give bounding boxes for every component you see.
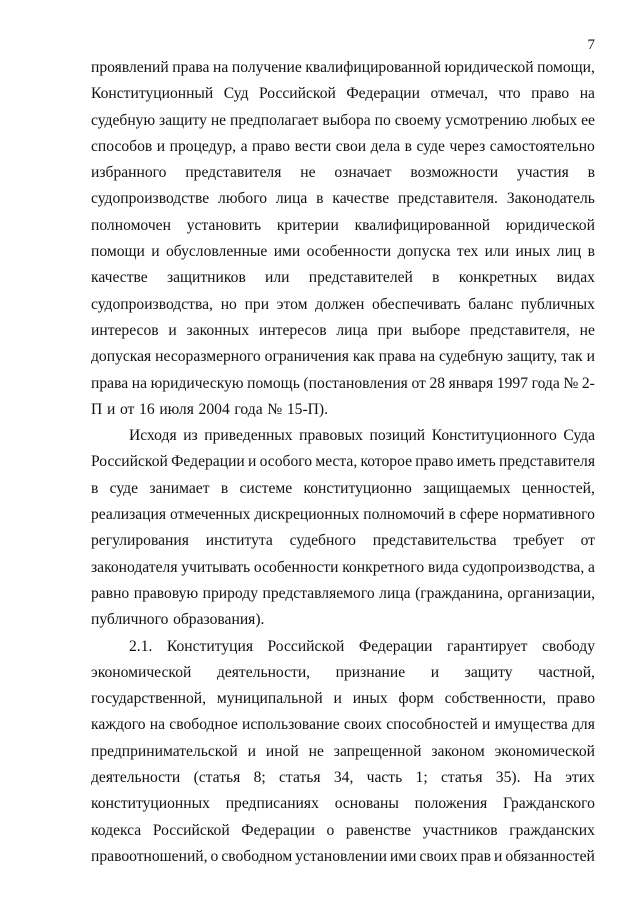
word: выборе xyxy=(411,321,461,339)
word: основаны xyxy=(334,795,399,813)
word: свободном xyxy=(221,847,293,865)
word: свои xyxy=(335,137,367,155)
word: правоотношений, xyxy=(91,847,208,865)
word: запрещенной xyxy=(333,742,422,760)
text-line xyxy=(91,712,595,738)
text-line xyxy=(91,844,595,870)
word: допуска xyxy=(397,243,451,261)
word: усмотрению xyxy=(445,111,528,129)
word: Федерации xyxy=(358,637,433,655)
word: места, xyxy=(315,453,358,471)
word: собственности, xyxy=(444,690,547,708)
word: положения xyxy=(414,795,488,813)
word: свободное xyxy=(169,716,238,734)
text-line xyxy=(91,423,595,449)
word: участников xyxy=(422,821,498,839)
word: отмеченных xyxy=(169,506,251,524)
word: юридическую xyxy=(150,374,244,392)
paragraph xyxy=(91,634,595,871)
word: получение xyxy=(231,59,302,76)
word: конкретных xyxy=(458,269,538,287)
word: избранного xyxy=(91,164,167,182)
word: процедур, xyxy=(169,137,237,155)
word: юридической xyxy=(505,216,595,234)
word: и xyxy=(333,690,342,708)
word: (постановления xyxy=(303,374,408,392)
word: от xyxy=(119,400,135,418)
word: дела xyxy=(370,137,401,155)
word: лица xyxy=(379,584,411,602)
word: и xyxy=(168,321,177,339)
text-line xyxy=(91,502,595,528)
word: на xyxy=(213,59,229,76)
word: иных xyxy=(515,243,551,261)
word: что xyxy=(498,85,521,103)
word: На xyxy=(533,769,552,787)
word: предполагает xyxy=(230,111,319,129)
word: на xyxy=(149,716,166,734)
word: особенности xyxy=(253,558,339,576)
word: квалифицированной xyxy=(354,216,491,234)
word: Конституционного xyxy=(431,427,557,445)
word: право xyxy=(531,85,570,103)
word: иных xyxy=(352,690,388,708)
word: участия xyxy=(516,164,569,182)
word: и xyxy=(430,663,440,681)
word: ее xyxy=(581,111,595,129)
word: из xyxy=(183,427,198,445)
word: означает xyxy=(334,164,392,182)
word: особого xyxy=(259,453,313,471)
word: организации, xyxy=(507,584,595,602)
word: П xyxy=(91,400,103,418)
word: при xyxy=(377,321,403,339)
word: Российской xyxy=(267,637,345,655)
word: право xyxy=(251,137,291,155)
word: не xyxy=(210,111,227,129)
text-line xyxy=(91,318,595,344)
word: защиту xyxy=(464,663,513,681)
word: вести xyxy=(294,137,332,155)
word: деятельности xyxy=(91,769,181,787)
text-line xyxy=(91,292,595,318)
word: статья xyxy=(279,769,321,787)
word: экономической xyxy=(494,742,595,760)
word: способностей xyxy=(386,716,478,734)
word: на xyxy=(579,85,595,103)
text-line xyxy=(91,371,595,397)
word: правовых xyxy=(299,427,363,445)
word: интересов xyxy=(258,321,327,339)
text-line xyxy=(91,555,595,581)
word: в xyxy=(220,479,229,497)
word: и xyxy=(586,348,595,366)
word: в xyxy=(91,479,99,497)
word: конституционных xyxy=(91,795,210,813)
word: законодателя xyxy=(91,558,178,576)
text-line xyxy=(91,213,595,239)
text-line xyxy=(91,265,595,291)
word: в xyxy=(316,190,324,208)
word: тех xyxy=(456,243,479,261)
word: Федерации xyxy=(171,453,245,471)
word: 15-П). xyxy=(286,400,328,418)
word: права xyxy=(378,348,416,366)
word: обязанностей xyxy=(505,847,595,865)
word: о xyxy=(210,847,219,865)
word: качестве xyxy=(332,190,390,208)
word: своих xyxy=(343,716,382,734)
word: как xyxy=(352,348,375,366)
word: от xyxy=(411,374,426,392)
word: 35). xyxy=(495,769,521,787)
word: право xyxy=(556,690,595,708)
word: любого xyxy=(218,190,268,208)
word: занимает xyxy=(149,479,210,497)
word: 34, xyxy=(333,769,354,787)
word: представителя xyxy=(498,453,595,471)
word: года xyxy=(531,374,560,392)
text-line xyxy=(91,791,595,817)
word: права xyxy=(91,374,129,392)
word: и xyxy=(247,742,256,760)
word: законом xyxy=(431,742,485,760)
word: этих xyxy=(565,769,595,787)
word: каждого xyxy=(91,716,146,734)
word: июля xyxy=(159,400,194,418)
word: 8; xyxy=(253,769,266,787)
word: нормативного xyxy=(502,506,595,524)
word: о xyxy=(326,821,335,839)
text-line xyxy=(91,818,595,844)
word: ими xyxy=(273,243,301,261)
word: иметь xyxy=(456,453,496,471)
word: выбора xyxy=(322,111,371,129)
word: природу xyxy=(202,584,259,602)
word: проявлений xyxy=(91,59,169,76)
word: представительства xyxy=(372,532,497,550)
word: помощь xyxy=(247,374,300,392)
word: защиту xyxy=(159,111,207,129)
word: и xyxy=(156,137,166,155)
word: любых xyxy=(531,111,578,129)
word: своих xyxy=(419,847,458,865)
word: судебную xyxy=(91,111,156,129)
word: представителя. xyxy=(398,190,498,208)
word: Федерации xyxy=(346,85,420,103)
text-line xyxy=(91,397,595,423)
word: правовую xyxy=(133,584,199,602)
word: Российской xyxy=(91,453,168,471)
word: публичных xyxy=(520,295,595,313)
word: прав xyxy=(460,847,492,865)
word: и xyxy=(494,847,503,865)
text-line xyxy=(91,607,595,633)
word: предпринимательской xyxy=(91,742,238,760)
word: при xyxy=(244,295,270,313)
word: использование xyxy=(241,716,340,734)
word: 28 xyxy=(429,374,446,392)
word: интересов xyxy=(91,321,159,339)
word: Конституционный xyxy=(91,85,214,103)
word: или xyxy=(265,269,290,287)
word: лиц xyxy=(556,243,582,261)
word: деятельности, xyxy=(216,663,311,681)
word: иной xyxy=(265,742,299,760)
word: допуская xyxy=(91,348,152,366)
word: конституционно xyxy=(303,479,412,497)
word: но xyxy=(220,295,237,313)
word: Российской xyxy=(259,85,336,103)
word: форм xyxy=(398,690,434,708)
word: государственной, xyxy=(91,690,207,708)
word: гражданских xyxy=(509,821,595,839)
word: вида xyxy=(427,558,459,576)
word: Законодатель xyxy=(506,190,595,208)
word: и xyxy=(482,716,491,734)
word: (гражданина, xyxy=(415,584,503,602)
word: права xyxy=(172,59,210,76)
word: защищаемых xyxy=(423,479,511,497)
word: судопроизводства, xyxy=(462,558,585,576)
word: предписаниях xyxy=(225,795,319,813)
word: квалифицированной xyxy=(305,59,441,76)
text-line xyxy=(91,686,595,712)
word: которое xyxy=(360,453,413,471)
word: статья xyxy=(440,769,483,787)
word: признание xyxy=(335,663,406,681)
word: января xyxy=(448,374,494,392)
word: сфере xyxy=(459,506,499,524)
text-line xyxy=(91,81,595,107)
word: особенности xyxy=(306,243,392,261)
word: критерии xyxy=(276,216,339,234)
word: в xyxy=(587,164,595,182)
word: способов xyxy=(91,137,153,155)
word: представителя, xyxy=(469,321,570,339)
word: системе xyxy=(239,479,293,497)
text-line xyxy=(91,449,595,475)
word: законных xyxy=(186,321,250,339)
word: Суд xyxy=(223,85,249,103)
word: помощи xyxy=(91,243,145,261)
word: в xyxy=(404,137,413,155)
word: установлении xyxy=(295,847,387,865)
word: Российской xyxy=(152,821,230,839)
word: право xyxy=(415,453,454,471)
word: так xyxy=(561,348,583,366)
word: 16 xyxy=(139,400,155,418)
word: должен xyxy=(315,295,365,313)
word: имущества xyxy=(494,716,568,734)
word: конкретного xyxy=(342,558,425,576)
word: лица xyxy=(275,190,308,208)
word: равно xyxy=(91,584,130,602)
word: института xyxy=(205,532,273,550)
word: баланс xyxy=(468,295,514,313)
text-line xyxy=(91,55,595,81)
text-line xyxy=(91,634,595,660)
word: полномочен xyxy=(91,216,171,234)
text-line xyxy=(91,765,595,791)
word: дискреционных xyxy=(254,506,360,524)
text-line xyxy=(91,660,595,686)
word: суде xyxy=(109,479,139,497)
word: полномочий xyxy=(363,506,445,524)
word: своему xyxy=(394,111,442,129)
text-line xyxy=(91,160,595,186)
word: в xyxy=(432,269,440,287)
word: ценностей, xyxy=(521,479,595,497)
word: в xyxy=(587,243,595,261)
text-line xyxy=(91,581,595,607)
word: судебного xyxy=(289,532,356,550)
word: Исходя xyxy=(129,427,177,445)
word: публичного xyxy=(91,611,169,629)
word: суде xyxy=(416,137,445,155)
text-line xyxy=(91,186,595,212)
word: для xyxy=(572,716,595,734)
word: или xyxy=(484,243,510,261)
word: через xyxy=(449,137,486,155)
word: этом xyxy=(276,295,308,313)
word: от xyxy=(580,532,595,550)
word: обусловленные xyxy=(165,243,268,261)
word: 2004 xyxy=(198,400,230,418)
word: а xyxy=(588,558,595,576)
word: Федерации xyxy=(241,821,315,839)
word: не xyxy=(308,742,324,760)
word: регулирования xyxy=(91,532,189,550)
word: 1997 xyxy=(496,374,528,392)
word: гарантирует xyxy=(447,637,528,655)
word: судопроизводстве xyxy=(91,190,210,208)
word: судопроизводства, xyxy=(91,295,213,313)
word: экономической xyxy=(91,663,192,681)
paragraph xyxy=(91,423,595,633)
word: и xyxy=(248,453,257,471)
word: (статья xyxy=(193,769,241,787)
word: равенстве xyxy=(345,821,412,839)
word: качестве xyxy=(91,269,148,287)
word: в xyxy=(448,506,456,524)
text-line xyxy=(91,239,595,265)
word: на xyxy=(131,374,148,392)
body-text xyxy=(91,55,595,870)
word: помощи, xyxy=(537,59,595,76)
word: на xyxy=(419,348,435,366)
word: защиту, xyxy=(507,348,558,366)
word: судебную xyxy=(438,348,504,366)
word: представляемого xyxy=(262,584,375,602)
word: года xyxy=(234,400,263,418)
word: муниципальной xyxy=(216,690,323,708)
text-line xyxy=(91,108,595,134)
word: установить xyxy=(186,216,262,234)
word: позиций xyxy=(369,427,426,445)
word: частной, xyxy=(538,663,595,681)
word: видах xyxy=(556,269,595,287)
word: учитывать xyxy=(181,558,251,576)
word: несоразмерного xyxy=(155,348,261,366)
word: Суда xyxy=(563,427,595,445)
word: часть xyxy=(366,769,403,787)
word: 1; xyxy=(415,769,428,787)
word: защитников xyxy=(166,269,246,287)
word: самостоятельно xyxy=(489,137,595,155)
word: по xyxy=(374,111,391,129)
word: представителя xyxy=(185,164,282,182)
word: Гражданского xyxy=(502,795,595,813)
word: не xyxy=(579,321,595,339)
word: свободу xyxy=(542,637,595,655)
word: представителей xyxy=(308,269,413,287)
word: обеспечивать xyxy=(372,295,461,313)
paragraph xyxy=(91,55,595,423)
word: образования). xyxy=(173,611,265,629)
word: требует xyxy=(513,532,564,550)
word: и xyxy=(151,243,160,261)
page-number: 7 xyxy=(587,37,595,53)
text-line xyxy=(91,528,595,554)
word: а xyxy=(240,137,248,155)
word: кодекса xyxy=(91,821,142,839)
word: и xyxy=(106,400,116,418)
word: № xyxy=(267,400,283,418)
word: 2.1. xyxy=(129,637,153,655)
word: реализация xyxy=(91,506,167,524)
word: приведенных xyxy=(204,427,293,445)
text-line xyxy=(91,344,595,370)
word: лица xyxy=(336,321,368,339)
word: Конституция xyxy=(166,637,254,655)
word: ограничения xyxy=(264,348,349,366)
text-line xyxy=(91,476,595,502)
word: не xyxy=(300,164,316,182)
word: № xyxy=(563,374,579,392)
word: юридической xyxy=(444,59,534,76)
text-line xyxy=(91,134,595,160)
word: возможности xyxy=(410,164,499,182)
word: 2- xyxy=(581,374,595,392)
text-line xyxy=(91,739,595,765)
word: ими xyxy=(389,847,417,865)
word: отмечал, xyxy=(430,85,488,103)
